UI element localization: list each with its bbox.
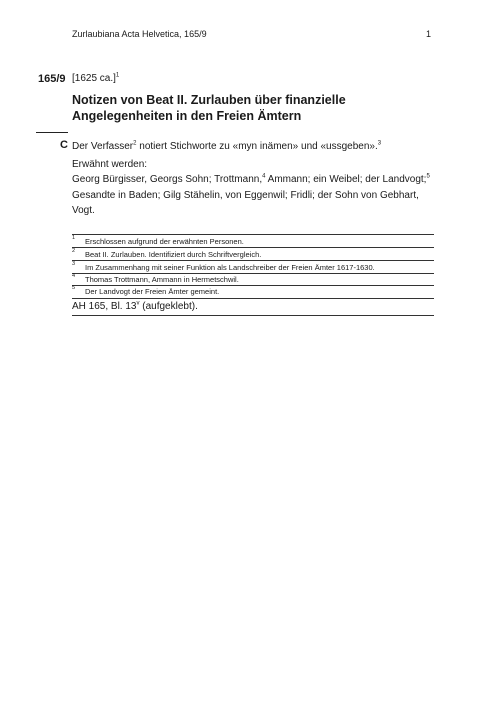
text-span: Gesandte in Baden; Gilg Stähelin, von Eggenwil; Fridli; der Sohn von Gebhart, Vogt. <box>72 189 419 216</box>
footnote-rule <box>72 234 434 235</box>
footnote-text: Erschlossen aufgrund der erwähnten Personen. <box>85 237 244 246</box>
footnote-number: 5 <box>72 285 76 291</box>
source-suffix: (aufgeklebt). <box>139 301 198 312</box>
footnote-ref: 3 <box>377 140 382 147</box>
footnote-text: Im Zusammenhang mit seiner Funktion als Landschreiber der Freien Ämter 1617-1630. <box>85 263 375 272</box>
text-span: Ammann; ein Weibel; der Landvogt; <box>265 174 427 185</box>
page-number: 1 <box>426 29 432 39</box>
footnote-rule <box>72 247 434 248</box>
source-rule <box>72 315 434 316</box>
source-reference <box>72 301 198 312</box>
footnote-text: Thomas Trottmann, Ammann in Hermetschwil. <box>85 275 239 284</box>
footnote-rule <box>72 298 434 299</box>
entry-number: 165/9 <box>38 73 66 85</box>
footnote-rule <box>72 285 434 286</box>
footnote-text: Der Landvogt der Freien Ämter gemeint. <box>85 287 220 296</box>
footnote-text: Beat II. Zurlauben. Identifiziert durch Schriftvergleich. <box>85 250 262 259</box>
footnote-ref: 1 <box>115 72 120 79</box>
footnote-number: 2 <box>72 248 76 254</box>
text-span: notiert Stichworte zu «myn inämen» und «ussgeben». <box>136 141 378 152</box>
entry-date-text: [1625 ca.] <box>72 73 116 84</box>
body-paragraph <box>72 172 434 219</box>
text-span: Georg Bürgisser, Georgs Sohn; Trottmann, <box>72 174 263 185</box>
text-span: Der Verfasser <box>72 141 134 152</box>
footnote-number: 1 <box>72 235 76 241</box>
footnote-number: 3 <box>72 261 76 267</box>
entry-marker: C <box>60 139 68 151</box>
entry-body <box>72 139 434 219</box>
footnote-ref: 5 <box>426 173 430 180</box>
footnote-ref: 2 <box>133 140 137 147</box>
body-paragraph: Erwähnt werden: <box>72 158 148 170</box>
running-header: Zurlaubiana Acta Helvetica, 165/9 <box>72 29 207 39</box>
verso-mark: v <box>136 300 140 307</box>
entry-date <box>72 73 119 84</box>
footnote-rule <box>72 260 434 261</box>
footnote-ref: 4 <box>262 173 266 180</box>
section-divider <box>36 132 68 133</box>
entry-title: Notizen von Beat II. Zurlauben über finanzielle Angelegenheiten in den Freien Ämtern <box>72 93 346 123</box>
body-paragraph <box>72 139 434 155</box>
footnote-number: 4 <box>72 273 76 279</box>
footnote-rule <box>72 273 434 274</box>
source-text: AH 165, Bl. 13 <box>72 301 137 312</box>
